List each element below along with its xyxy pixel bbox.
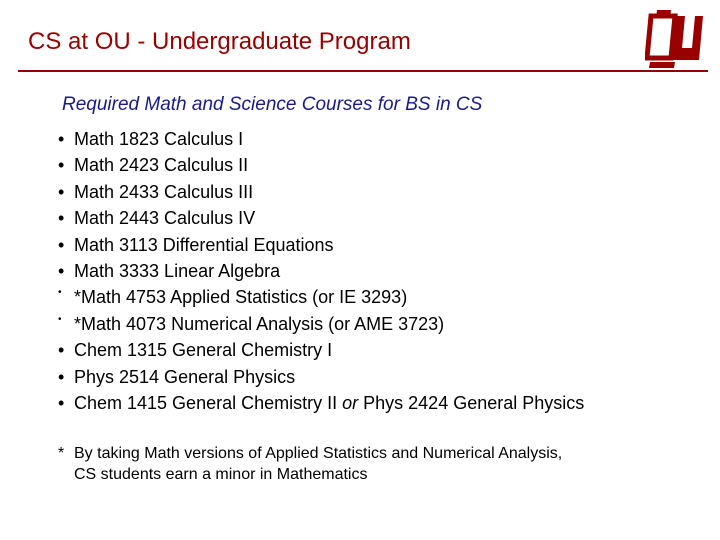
course-text (74, 390, 584, 416)
footnote-text: CS students earn a minor in Mathematics (74, 466, 368, 483)
footnote (58, 443, 562, 485)
course-text-part: Chem 1415 General Chemistry II (74, 392, 343, 413)
section-subtitle: Required Math and Science Courses for BS in CS (62, 94, 483, 115)
list-item (58, 205, 584, 231)
bullet: • (58, 313, 62, 325)
course-text-italic: or (342, 392, 359, 413)
bullet: • (58, 260, 65, 281)
list-item (58, 258, 584, 284)
bullet: • (58, 181, 65, 202)
bullet: • (58, 366, 65, 387)
page-title: CS at OU - Undergraduate Program (28, 28, 411, 55)
footnote-marker: * (58, 445, 65, 462)
footnote-line (58, 464, 562, 485)
list-item (58, 364, 584, 390)
list-item (58, 390, 584, 416)
course-text: Math 1823 Calculus I (74, 129, 244, 149)
footnote-text: By taking Math versions of Applied Statistics and Numerical Analysis, (74, 445, 563, 462)
course-text: Chem 1315 General Chemistry I (74, 340, 333, 361)
bullet: • (58, 234, 65, 255)
course-text-part: Phys 2424 General Physics (358, 392, 585, 413)
footnote-line (58, 443, 562, 464)
bullet: • (58, 129, 65, 149)
course-text: Phys 2514 General Physics (74, 366, 296, 387)
bullet: • (58, 287, 62, 299)
course-list (58, 126, 584, 416)
course-text: Math 2443 Calculus IV (74, 208, 256, 229)
title-divider (18, 70, 708, 72)
list-item (58, 152, 584, 178)
course-text: Math 2433 Calculus III (74, 181, 254, 202)
list-item (58, 337, 584, 363)
list-item (58, 311, 584, 337)
bullet: • (58, 208, 65, 229)
list-item (58, 232, 584, 258)
bullet: • (58, 392, 65, 413)
course-text: *Math 4753 Applied Statistics (or IE 3293) (74, 287, 408, 308)
course-text: *Math 4073 Numerical Analysis (or AME 3723) (74, 313, 445, 334)
list-item (58, 179, 584, 205)
list-item (58, 284, 584, 310)
course-text: Math 3333 Linear Algebra (74, 260, 281, 281)
bullet: • (58, 155, 65, 176)
list-item (58, 126, 584, 152)
course-text: Math 2423 Calculus II (74, 155, 249, 176)
bullet: • (58, 340, 65, 361)
ou-logo (645, 10, 703, 68)
course-text: Math 3113 Differential Equations (74, 234, 334, 255)
